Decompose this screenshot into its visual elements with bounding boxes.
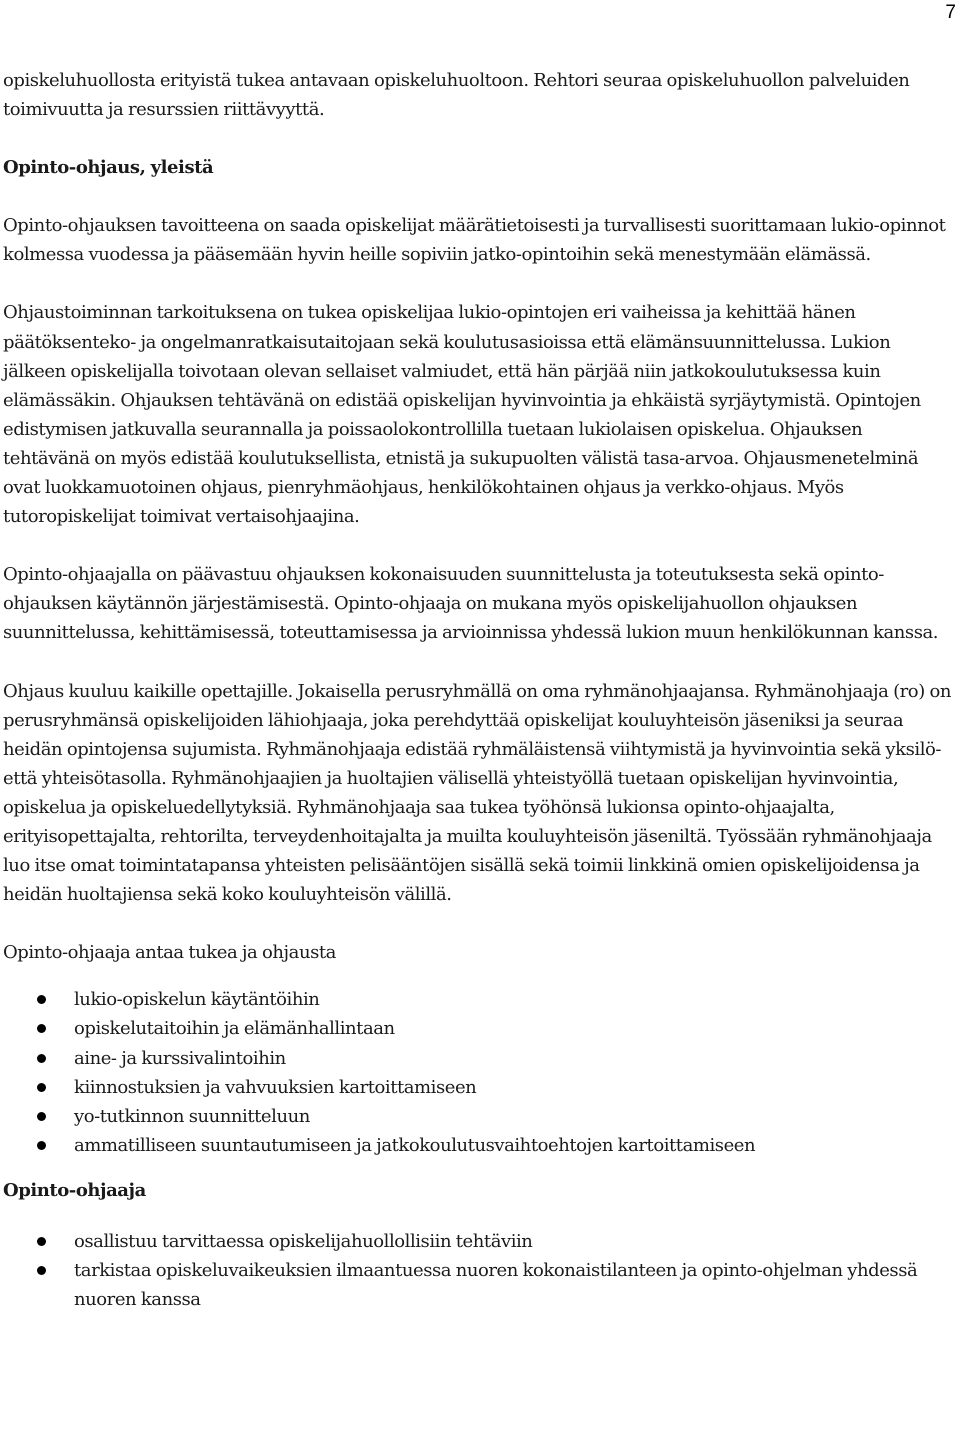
bullet-icon bbox=[37, 1237, 46, 1246]
bullet-icon bbox=[37, 1083, 46, 1092]
list-item bbox=[3, 1256, 953, 1314]
list-item bbox=[3, 1227, 953, 1256]
list-item bbox=[3, 1073, 953, 1102]
list-item-text: aine- ja kurssivalintoihin bbox=[74, 1047, 286, 1069]
paragraph-counselor-responsibility: Opinto-ohjaajalla on päävastuu ohjauksen kokonaisuuden suunnittelusta ja toteutuksesta sekä opinto-ohjauksen käytännön järjestämisestä. Opinto-ohjaaja on mukana myös opiskelijahuollon ohjauksen suunnittelussa, kehittämisessä, toteuttamisessa ja arvioinnissa yhdessä lukion muun henkilökunnan kanssa. bbox=[3, 564, 939, 644]
bullet-icon bbox=[37, 1141, 46, 1150]
list-intro: Opinto-ohjaaja antaa tukea ja ohjausta bbox=[3, 942, 336, 964]
bullet-icon bbox=[37, 995, 46, 1004]
intro-paragraph: opiskeluhuollosta erityistä tukea antavaan opiskeluhuoltoon. Rehtori seuraa opiskeluhuollon palveluiden toimivuutta ja resurssien riittävyyttä. bbox=[3, 70, 910, 121]
document-body bbox=[3, 66, 953, 1330]
bullet-icon bbox=[37, 1054, 46, 1063]
list-item bbox=[3, 985, 953, 1014]
list-item-text: yo-tutkinnon suunnitteluun bbox=[74, 1105, 310, 1127]
paragraph-goals: Opinto-ohjauksen tavoitteena on saada opiskelijat määrätietoisesti ja turvallisesti suorittamaan lukio-opinnot kolmessa vuodessa ja pääsemään hyvin heille sopiviin jatko-opintoihin sekä menestymään elämässä. bbox=[3, 215, 946, 266]
bullet-icon bbox=[37, 1266, 46, 1275]
list-item bbox=[3, 1102, 953, 1131]
page-number: 7 bbox=[945, 2, 956, 23]
paragraph-purpose: Ohjaustoiminnan tarkoituksena on tukea opiskelijaa lukio-opintojen eri vaiheissa ja kehittää hänen päätöksenteko- ja ongelmanratkaisutaitojaan sekä koulutusasioissa että elämänsuunnittelussa. Lukion jälkeen opiskelijalla toivotaan olevan sellaiset valmiudet, että hän pärjää niin jatkokoulutuksessa kuin elämässäkin. Ohjauksen tehtävänä on edistää opiskelijan hyvinvointia ja ehkäistä syrjäytymistä. Opintojen edistymisen jatkuvalla seurannalla ja poissaolokontrollilla tuetaan lukiolaisen opiskelua. Ohjauksen tehtävänä on myös edistää koulutuksellista, etnistä ja sukupuolten välistä tasa-arvoa. Ohjausmenetelminä ovat luokkamuotoinen ohjaus, pienryhmäohjaus, henkilökohtainen ohjaus ja verkko-ohjaus. Myös tutoropiskelijat toimivat vertaisohjaajina. bbox=[3, 302, 921, 528]
list-item-text: ammatilliseen suuntautumiseen ja jatkokoulutusvaihtoehtojen kartoittamiseen bbox=[74, 1134, 756, 1156]
list-item bbox=[3, 1014, 953, 1043]
list-item-text: kiinnostuksien ja vahvuuksien kartoittamiseen bbox=[74, 1076, 477, 1098]
list-item bbox=[3, 1044, 953, 1073]
bullet-icon bbox=[37, 1024, 46, 1033]
list-item-text: osallistuu tarvittaessa opiskelijahuollollisiin tehtäviin bbox=[74, 1231, 533, 1252]
section-heading-general: Opinto-ohjaus, yleistä bbox=[3, 157, 214, 179]
list-item-text: tarkistaa opiskeluvaikeuksien ilmaantuessa nuoren kokonaistilanteen ja opinto-ohjelman yhdessä nuoren kanssa bbox=[74, 1260, 918, 1311]
paragraph-group-guidance: Ohjaus kuuluu kaikille opettajille. Jokaisella perusryhmällä on oma ryhmänohjaajansa. Ryhmänohjaaja (ro) on perusryhmänsä opiskelijoiden lähiohjaaja, joka perehdyttää opiskelijat kouluyhteisön jäseniksi ja seuraa heidän opintojensa sujumista. Ryhmänohjaaja edistää ryhmäläistensä viihtymistä ja hyvinvointia sekä yksilö- että yhteisötasolla. Ryhmänohjaajien ja huoltajien välisellä yhteistyöllä tuetaan opiskelijan hyvinvointia, opiskelua ja opiskeluedellytyksiä. Ryhmänohjaaja saa tukea työhönsä lukionsa opinto-ohjaajalta, erityisopettajalta, rehtorilta, terveydenhoitajalta ja muilta kouluyhteisön jäseniltä. Työssään ryhmänohjaaja luo itse omat toimintatapansa yhteisten pelisääntöjen sisällä sekä toimii linkkinä omien opiskelijoidensa ja heidän huoltajiensa sekä koko kouluyhteisön välillä. bbox=[3, 680, 951, 906]
support-list bbox=[3, 985, 953, 1160]
list-item-text: lukio-opiskelun käytäntöihin bbox=[74, 989, 320, 1011]
counselor-duties-list bbox=[3, 1227, 953, 1314]
list-item bbox=[3, 1131, 953, 1160]
section-heading-counselor: Opinto-ohjaaja bbox=[3, 1179, 146, 1201]
bullet-icon bbox=[37, 1112, 46, 1121]
list-item-text: opiskelutaitoihin ja elämänhallintaan bbox=[74, 1018, 395, 1040]
